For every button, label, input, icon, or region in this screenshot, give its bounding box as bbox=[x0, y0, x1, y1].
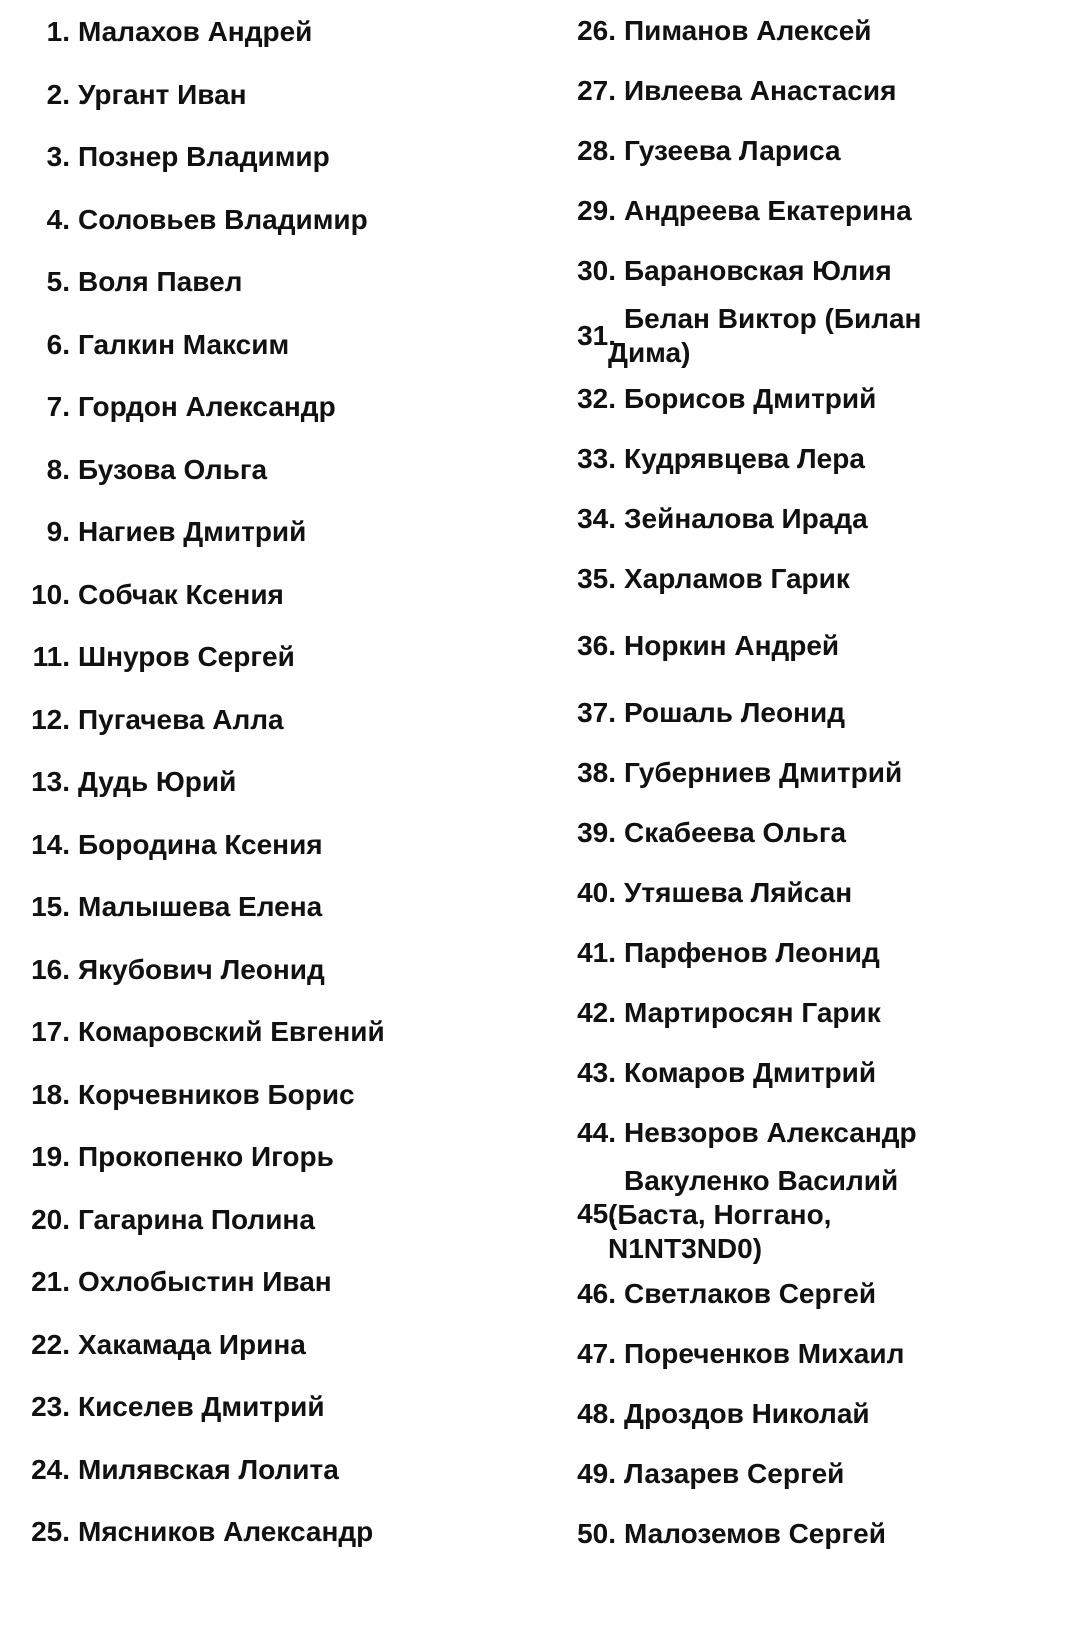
item-number: 39. bbox=[577, 817, 616, 848]
item-name: Губерниев Дмитрий bbox=[624, 757, 903, 788]
list-item bbox=[574, 1397, 870, 1431]
item-name bbox=[574, 302, 921, 370]
list-item bbox=[28, 1390, 325, 1424]
item-number: 38. bbox=[577, 757, 616, 788]
item-number: 19. bbox=[31, 1141, 70, 1172]
item-number: 41. bbox=[577, 937, 616, 968]
item-number: 27. bbox=[577, 75, 616, 106]
list-item bbox=[574, 302, 921, 370]
item-name: Комаровский Евгений bbox=[78, 1016, 385, 1047]
item-name: Светлаков Сергей bbox=[624, 1278, 877, 1309]
item-number: 21. bbox=[31, 1266, 70, 1297]
item-name: Мартиросян Гарик bbox=[624, 997, 881, 1028]
item-name-line: Вакуленко Василий bbox=[624, 1165, 899, 1196]
item-name: Милявская Лолита bbox=[78, 1454, 339, 1485]
list-item bbox=[28, 203, 368, 237]
list-item bbox=[28, 1140, 334, 1174]
list-item bbox=[28, 890, 322, 924]
item-number: 23. bbox=[31, 1391, 70, 1422]
item-name: Малоземов Сергей bbox=[624, 1518, 886, 1549]
item-name: Пугачева Алла bbox=[78, 704, 284, 735]
list-item bbox=[574, 194, 912, 228]
item-name-line: Белан Виктор (Билан bbox=[624, 303, 922, 334]
list-item bbox=[574, 1277, 876, 1311]
list-item bbox=[574, 1457, 844, 1491]
item-number: 30. bbox=[577, 255, 616, 286]
item-number: 28. bbox=[577, 135, 616, 166]
item-name: Бузова Ольга bbox=[78, 454, 268, 485]
item-name: Комаров Дмитрий bbox=[624, 1057, 877, 1088]
list-item bbox=[28, 1015, 385, 1049]
list-item bbox=[28, 78, 247, 112]
item-name: Нагиев Дмитрий bbox=[78, 516, 307, 547]
item-number: 25. bbox=[31, 1516, 70, 1547]
item-number: 22. bbox=[31, 1329, 70, 1360]
item-name: Прокопенко Игорь bbox=[78, 1141, 334, 1172]
item-number: 34. bbox=[577, 503, 616, 534]
item-name-line: N1NT3ND0) bbox=[608, 1233, 763, 1264]
item-number: 2. bbox=[46, 79, 70, 110]
item-number: 9. bbox=[46, 516, 70, 547]
item-name: Собчак Ксения bbox=[78, 579, 284, 610]
item-number: 42. bbox=[577, 997, 616, 1028]
item-name: Парфенов Леонид bbox=[624, 937, 880, 968]
item-name: Хакамада Ирина bbox=[78, 1329, 306, 1360]
item-name: Андреева Екатерина bbox=[624, 195, 912, 226]
list-item bbox=[28, 953, 325, 987]
item-name: Борисов Дмитрий bbox=[624, 383, 877, 414]
item-name: Галкин Максим bbox=[78, 329, 290, 360]
item-name: Малышева Елена bbox=[78, 891, 323, 922]
item-number: 49. bbox=[577, 1458, 616, 1489]
list-item bbox=[574, 74, 896, 108]
item-name: Познер Владимир bbox=[78, 141, 330, 172]
item-number: 31. bbox=[577, 320, 616, 351]
list-item bbox=[574, 14, 871, 48]
item-number: 7. bbox=[46, 391, 70, 422]
list-item bbox=[574, 382, 876, 416]
item-number: 43. bbox=[577, 1057, 616, 1088]
item-name: Гузеева Лариса bbox=[624, 135, 841, 166]
list-item bbox=[574, 502, 868, 536]
list-item bbox=[574, 1517, 886, 1551]
item-number: 35. bbox=[577, 563, 616, 594]
item-name: Харламов Гарик bbox=[624, 563, 850, 594]
item-number: 3. bbox=[46, 141, 70, 172]
list-item bbox=[28, 765, 236, 799]
list-item bbox=[28, 453, 267, 487]
item-number: 10. bbox=[31, 579, 70, 610]
list-item bbox=[574, 816, 846, 850]
item-number: 36. bbox=[577, 630, 616, 661]
item-number: 16. bbox=[31, 954, 70, 985]
list-item bbox=[28, 1078, 355, 1112]
list-item bbox=[574, 756, 902, 790]
list-item bbox=[574, 696, 845, 730]
list-item bbox=[28, 1453, 339, 1487]
item-number: 24. bbox=[31, 1454, 70, 1485]
item-name: Зейналова Ирада bbox=[624, 503, 868, 534]
item-name: Скабеева Ольга bbox=[624, 817, 847, 848]
item-number: 17. bbox=[31, 1016, 70, 1047]
item-name: Дудь Юрий bbox=[78, 766, 237, 797]
item-number: 48. bbox=[577, 1398, 616, 1429]
item-name-line: (Баста, Ноггано, bbox=[608, 1199, 832, 1230]
item-name: Воля Павел bbox=[78, 266, 243, 297]
item-number: 40. bbox=[577, 877, 616, 908]
item-number: 14. bbox=[31, 829, 70, 860]
list-item bbox=[28, 15, 312, 49]
list-item bbox=[28, 515, 306, 549]
item-number: 11. bbox=[32, 641, 70, 672]
list-item bbox=[28, 640, 295, 674]
item-name: Утяшева Ляйсан bbox=[624, 877, 853, 908]
item-name: Охлобыстин Иван bbox=[78, 1266, 332, 1297]
list-item bbox=[28, 1515, 373, 1549]
list-item bbox=[574, 562, 850, 596]
item-name: Барановская Юлия bbox=[624, 255, 892, 286]
item-name: Кудрявцева Лера bbox=[624, 443, 865, 474]
item-number: 32. bbox=[577, 383, 616, 414]
list-item bbox=[28, 328, 289, 362]
item-number: 4. bbox=[46, 204, 70, 235]
list-item bbox=[28, 828, 323, 862]
list-item bbox=[574, 629, 839, 663]
list-item bbox=[574, 254, 892, 288]
item-name: Корчевников Борис bbox=[78, 1079, 355, 1110]
item-number: 50. bbox=[577, 1518, 616, 1549]
item-name: Пиманов Алексей bbox=[624, 15, 872, 46]
item-number: 45. bbox=[577, 1198, 616, 1229]
list-item bbox=[574, 442, 865, 476]
item-name: Дроздов Николай bbox=[624, 1398, 870, 1429]
item-number: 37. bbox=[577, 697, 616, 728]
item-name: Якубович Леонид bbox=[78, 954, 325, 985]
list-item bbox=[28, 578, 284, 612]
item-number: 5. bbox=[46, 266, 70, 297]
item-name: Невзоров Александр bbox=[624, 1117, 917, 1148]
item-name: Бородина Ксения bbox=[78, 829, 323, 860]
item-number: 12. bbox=[31, 704, 70, 735]
list-item bbox=[574, 876, 852, 910]
list-item bbox=[574, 936, 880, 970]
item-number: 26. bbox=[577, 15, 616, 46]
item-name: Лазарев Сергей bbox=[624, 1458, 845, 1489]
list-item bbox=[28, 1203, 315, 1237]
list-item bbox=[28, 1328, 306, 1362]
item-number: 13. bbox=[31, 766, 70, 797]
item-number: 15. bbox=[31, 891, 70, 922]
item-name: Рошаль Леонид bbox=[624, 697, 845, 728]
item-number: 29. bbox=[577, 195, 616, 226]
item-number: 1. bbox=[46, 16, 70, 47]
item-name: Мясников Александр bbox=[78, 1516, 374, 1547]
item-name: Пореченков Михаил bbox=[624, 1338, 905, 1369]
item-number: 18. bbox=[31, 1079, 70, 1110]
list-item bbox=[28, 140, 330, 174]
list-item bbox=[574, 1116, 917, 1150]
item-name: Гордон Александр bbox=[78, 391, 336, 422]
list-item bbox=[574, 1164, 898, 1266]
list-item bbox=[574, 134, 841, 168]
item-name: Ургант Иван bbox=[78, 79, 247, 110]
item-number: 20. bbox=[31, 1204, 70, 1235]
list-item bbox=[574, 1337, 904, 1371]
item-name: Норкин Андрей bbox=[624, 630, 840, 661]
list-item bbox=[574, 1056, 876, 1090]
item-number: 47. bbox=[577, 1338, 616, 1369]
item-number: 33. bbox=[577, 443, 616, 474]
list-item bbox=[28, 1265, 332, 1299]
item-name: Ивлеева Анастасия bbox=[624, 75, 897, 106]
item-name: Соловьев Владимир bbox=[78, 204, 368, 235]
item-number: 6. bbox=[46, 329, 70, 360]
item-number: 8. bbox=[46, 454, 70, 485]
item-number: 46. bbox=[577, 1278, 616, 1309]
item-name-line: Дима) bbox=[608, 337, 691, 368]
list-item bbox=[28, 390, 336, 424]
item-name: Киселев Дмитрий bbox=[78, 1391, 325, 1422]
item-name: Шнуров Сергей bbox=[78, 641, 295, 672]
item-name bbox=[574, 1164, 898, 1266]
item-number: 44. bbox=[577, 1117, 616, 1148]
list-item bbox=[574, 996, 881, 1030]
item-name: Малахов Андрей bbox=[78, 16, 313, 47]
item-name: Гагарина Полина bbox=[78, 1204, 315, 1235]
list-item bbox=[28, 265, 242, 299]
list-item bbox=[28, 703, 284, 737]
